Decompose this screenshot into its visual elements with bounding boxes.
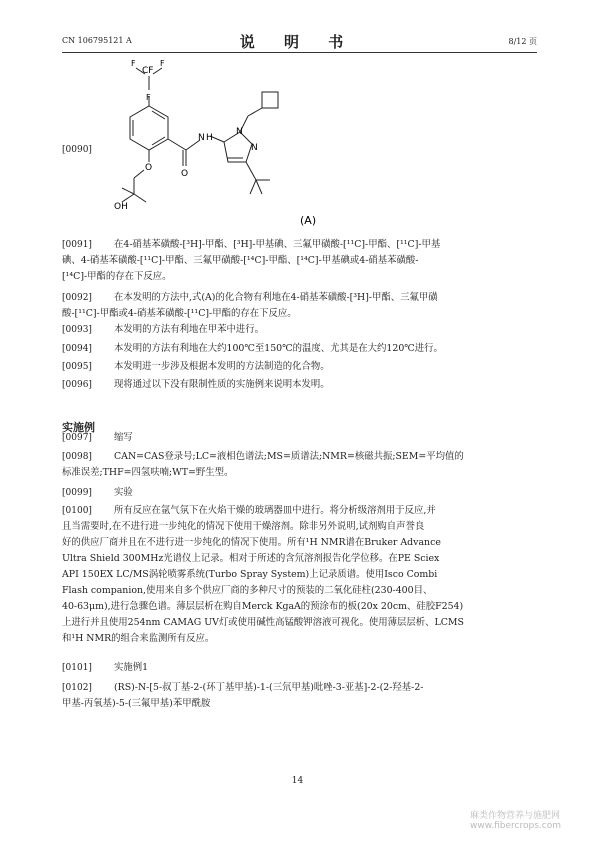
atom-f1: F xyxy=(131,59,136,68)
para-text-line: 在本发明的方法中,式(A)的化合物有利地在4-硝基苯磺酸-[³H]-甲酯、三氟甲磺 xyxy=(114,292,438,303)
para-text-line: 本发明进一步涉及根据本发明的方法制造的化合物。 xyxy=(114,361,330,372)
para-text-line: 碘、4-硝基苯磺酸-[¹¹C]-甲酯、三氟甲磺酸-[¹⁴C]-甲酯、[¹⁴C]-甲基碘或4-硝基苯磺酸- xyxy=(62,255,419,266)
para-text-line: 现将通过以下没有限制性质的实施例来说明本发明。 xyxy=(114,379,330,390)
atom-carbonyl-o: O xyxy=(181,169,189,179)
para-text-0098-line2: 标准误差;THF=四氢呋喃;WT=野生型。 xyxy=(62,467,234,478)
para-text-0100-line2: 且当需要时,在不进行进一步纯化的情况下使用干燥溶剂。除非另外说明,试剂购自声誉良 xyxy=(62,521,425,532)
atom-ether-o: O xyxy=(145,163,153,173)
watermark-url: www.fibercrops.com xyxy=(470,821,561,831)
para-text-0100-line3: 好的供应厂商并且在不进行进一步纯化的情况下使用。所有¹H NMR谱在Bruker Advance xyxy=(62,537,441,548)
para-number-0100: [0100] xyxy=(62,506,92,516)
atom-amide-h: H xyxy=(206,133,213,143)
para-text-0101: 实施例1 xyxy=(114,662,149,673)
para-number-0102: [0102] xyxy=(62,683,92,693)
header-rule xyxy=(62,52,537,53)
para-text-line: 在4-硝基苯磺酸-[³H]-甲酯、[³H]-甲基碘、三氟甲磺酸-[¹¹C]-甲酯、[¹¹C]-甲基 xyxy=(114,239,441,250)
para-text-0100-line5: API 150EX LC/MS涡轮喷雾系统(Turbo Spray System)上记录质谱。使用Isco Combi xyxy=(62,569,438,580)
para-number: [0094] xyxy=(62,344,92,354)
atom-f3: F xyxy=(146,93,151,102)
para-text-0102-line1: (RS)-N-[5-叔丁基-2-(环丁基甲基)-1-(三氘甲基)吡唑-3-亚基]-2-(2-羟基-2- xyxy=(114,682,424,693)
atom-n1: N xyxy=(236,127,243,137)
atom-n2: N xyxy=(251,143,258,153)
structure-caption: (A) xyxy=(300,214,317,227)
para-text-line: 酸-[¹¹C]-甲酯或4-硝基苯磺酸-[¹¹C]-甲酯的存在下反应。 xyxy=(62,308,297,319)
para-number: [0091] xyxy=(62,240,92,250)
para-text-0099: 实验 xyxy=(114,487,133,498)
para-text-0097: 缩写 xyxy=(114,432,133,443)
watermark-title: 麻类作物营养与施肥网 xyxy=(470,811,561,821)
chemical-structure xyxy=(100,58,340,228)
para-text-0098-line1: CAN=CAS登录号;LC=液相色谱法;MS=质谱法;NMR=核磁共振;SEM=平均值的 xyxy=(114,451,464,462)
para-text-line: [¹⁴C]-甲酯的存在下反应。 xyxy=(62,271,172,282)
atom-amide-n: N xyxy=(198,133,205,143)
para-text-0102-line2: 甲基-丙氧基)-5-(三氟甲基)苯甲酰胺 xyxy=(62,698,211,709)
document-title: 说 明 书 xyxy=(239,33,356,51)
para-number-0101: [0101] xyxy=(62,663,92,673)
para-number-0097: [0097] xyxy=(62,433,92,443)
para-number: [0096] xyxy=(62,380,92,390)
para-number-0090: [0090] xyxy=(62,145,92,155)
patent-number: CN 106795121 A xyxy=(62,36,132,45)
para-text-0100-line9: 和¹H NMR的组合来监测所有反应。 xyxy=(62,633,215,644)
para-text-0100-line6: Flash companion,使用来自多个供应厂商的多种尺寸的预装的二氧化硅柱(230-400目、 xyxy=(62,585,433,596)
section-title-examples: 实施例 xyxy=(62,421,95,434)
para-number: [0095] xyxy=(62,362,92,372)
para-text-0100-line8: 上进行并且使用254nm CAMAG UV灯或使用碱性高锰酸钾溶液可视化。使用薄层层析、LCMS xyxy=(62,617,464,628)
page-number: 14 xyxy=(291,776,304,786)
para-text-0100-line7: 40-63μm),进行急骤色谱。薄层层析在购自Merck KgaA的预涂布的板(20x 20cm、硅胶F254) xyxy=(62,601,464,612)
para-text-line: 本发明的方法有利地在大约100℃至150℃的温度、尤其是在大约120℃进行。 xyxy=(114,343,443,354)
para-number-0098: [0098] xyxy=(62,452,92,462)
atom-cf3: CF xyxy=(142,66,154,76)
para-number: [0093] xyxy=(62,325,92,335)
para-number-0099: [0099] xyxy=(62,488,92,498)
atom-oh: OH xyxy=(114,202,128,212)
para-number: [0092] xyxy=(62,293,92,303)
para-text-0100-line4: Ultra Shield 300MHz光谱仪上记录。相对于所述的含氘溶剂报告化学位移。在PE Sciex xyxy=(62,553,440,564)
page-count: 8/12 页 xyxy=(508,37,537,46)
para-text-0100-line1: 所有反应在氩气氛下在火焰干燥的玻璃器皿中进行。将分析级溶剂用于反应,并 xyxy=(114,505,436,516)
para-text-line: 本发明的方法有利地在甲苯中进行。 xyxy=(114,324,265,335)
atom-f2: F xyxy=(160,59,165,68)
